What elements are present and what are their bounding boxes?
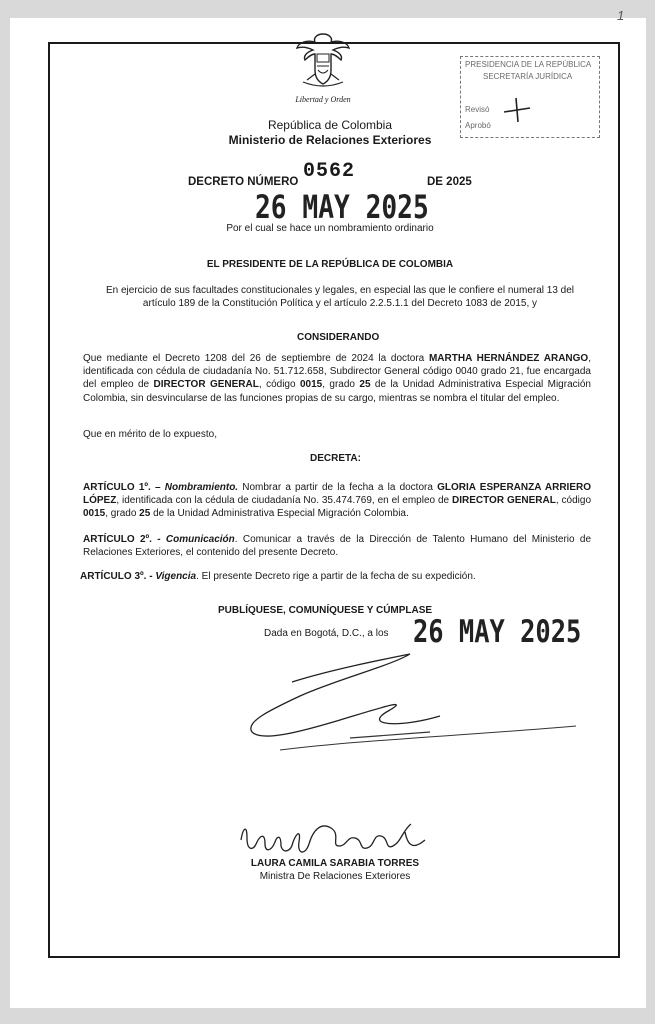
decree-number: 0562 [303,160,356,183]
considerando-heading: CONSIDERANDO [297,332,380,343]
closing-date-stamp: 26 MAY 2025 [413,614,582,650]
text-run: , identificada con la cédula de ciudadanía No. 35.474.769, en el empleo de [116,495,453,507]
job-code: 0015 [83,508,106,520]
preamble-paragraph: En ejercicio de sus facultades constitucionales y legales, en especial las que le confiere el numeral 13 del artículo 189 de la Constitución Política y el artículo 2.2.5.1.1 del Decreto 1083 de 2015, y [105,285,575,310]
text-run: de la Unidad Administrativa Especial Migración Colombia. [150,508,409,520]
considerando-paragraph [83,352,591,405]
merit-paragraph: Que en mérito de lo expuesto, [83,429,217,440]
job-title: DIRECTOR GENERAL [153,379,259,391]
text-run: . El presente Decreto rige a partir de la fecha de su expedición. [196,571,476,582]
decree-subtitle: Por el cual se hace un nombramiento ordinario [226,223,434,234]
article-3-paragraph [80,570,588,583]
article-title: Comunicación [165,534,235,545]
text-run: de la Unidad Administrativa Especial Migración Colombia, sin desvincularse de las funciones propias de su cargo, mientras se nombra el titular del empleo. [83,379,591,404]
stamp-line: SECRETARÍA JURÍDICA [483,72,573,81]
text-run: Que mediante el Decreto 1208 del 26 de septiembre de 2024 la doctora [83,353,429,364]
crest-caption: Libertad y Orden [295,95,351,104]
text-run: , grado [322,379,360,391]
article-label: ARTÍCULO 1º. – [83,482,161,493]
republic-heading: República de Colombia [267,118,393,132]
ministry-heading: Ministerio de Relaciones Exteriores [228,133,432,147]
article-title: Nombramiento. [164,482,239,493]
coat-of-arms-icon [293,30,353,90]
publish-formula: PUBLÍQUESE, COMUNÍQUESE Y CÚMPLASE [218,605,433,616]
text-run: , código [258,379,300,391]
text-run: , identificada con cédula de ciudadanía No. 51.712.658, Subdirector General código 0040 grado 21, fue encargada del empleo de [83,353,591,391]
president-heading: EL PRESIDENTE DE LA REPÚBLICA DE COLOMBIA [206,259,454,270]
decree-year: DE 2025 [427,176,472,188]
page-corner-mark: 1 [617,8,625,23]
text-run: Nombrar a partir de la fecha a la doctora [238,482,438,493]
stamp-line: PRESIDENCIA DE LA REPÚBLICA [465,60,592,69]
article-label: ARTÍCULO 3º. [80,571,147,582]
article-2-paragraph [83,533,591,559]
job-grade: 25 [139,508,151,520]
stamp-line: Aprobó [465,121,491,130]
text-run: , grado [105,508,140,520]
text-run: , código [555,495,592,507]
text-run: . Comunicar a través de la Dirección de Talento Humano del Ministerio de Relaciones Exteriores, el contenido del presente Decreto. [83,534,592,559]
given-place: Dada en Bogotá, D.C., a los [264,628,389,639]
job-code: 0015 [299,379,323,391]
text-run: - [151,534,166,545]
person-name: MARTHA HERNÁNDEZ ARANGO [428,353,589,364]
job-title: DIRECTOR GENERAL [452,495,556,507]
president-signature [240,640,580,760]
decreta-heading: DECRETA: [310,453,361,464]
article-label: ARTÍCULO 2º. [83,534,152,545]
stamp-line: Revisó [465,105,490,114]
article-1-paragraph [83,481,591,521]
text-run: - [146,571,156,582]
person-name: GLORIA ESPERANZA ARRIERO LÓPEZ [83,482,591,507]
decree-label: DECRETO NÚMERO [188,176,299,188]
minister-signature [235,812,435,864]
article-title: Vigencia [155,571,197,582]
decree-date-stamp: 26 MAY 2025 [255,188,429,226]
signatory-title: Ministra De Relaciones Exteriores [259,871,411,882]
signatory-name: LAURA CAMILA SARABIA TORRES [250,858,420,869]
job-grade: 25 [359,379,371,391]
